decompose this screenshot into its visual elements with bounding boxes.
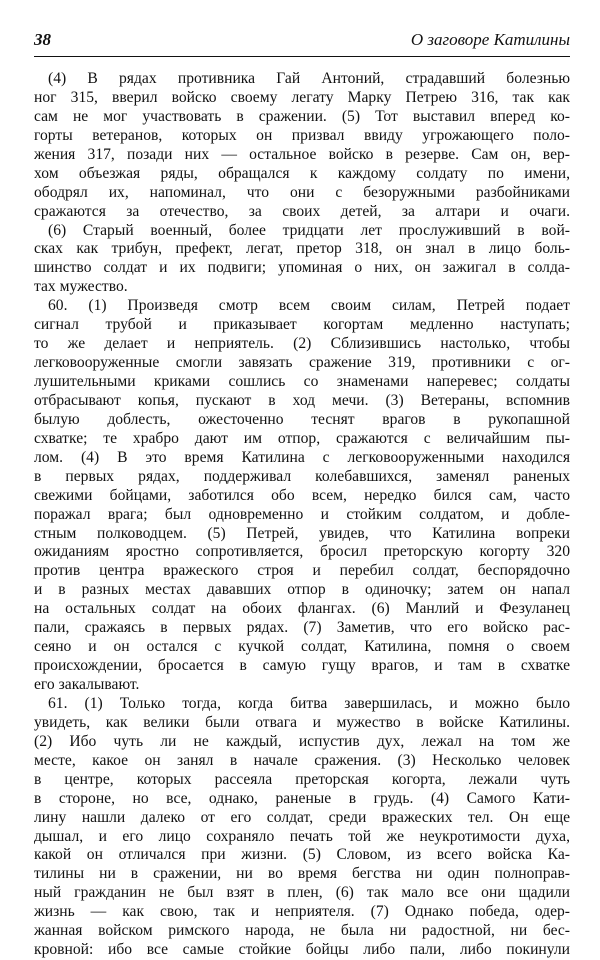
text-line: сам не мог участвовать в сражении. (5) Тот выставил вперед ко- [34,107,570,125]
text-line: горты ветеранов, которых он призвал ввиду угрожающего поло- [34,126,570,144]
text-line: (6) Старый военный, более тридцати лет прослуживший в вой- [48,221,570,239]
text-line: лушительными криками сошлись со знаменами наперевес; солдаты [34,373,570,390]
text-line: былую доблесть, ожесточенно теснят врагов в рукопашной [34,410,570,428]
text-line: хом объезжая ряды, обращался к каждому солдату по имени, [34,164,570,182]
text-line: сках как трибун, префект, легат, претор 318, он знал в лицо боль- [34,240,570,258]
text-line: происхождении, бросается в самую гущу врагов, и там в схватке [34,657,570,675]
text-line: на остальных солдат на обоих флангах. (6) Манлий и Фезуланец [34,600,570,618]
text-line: жения 317, позади них — остальное войско в резерве. Сам он, вер- [34,145,570,163]
header-rule [34,56,570,57]
text-line: сигнал трубой и приказывает когортам медленно наступать; [34,316,570,334]
body-text [34,70,570,960]
text-line: схватке; те храбро дают им отпор, сражаются с величайшим пы- [34,429,570,447]
text-line: сражаются за отечество, за своих детей, за алтари и очаги. [34,202,570,220]
text-line: в стороне, но все, однако, раненые в грудь. (4) Самого Кати- [34,789,570,807]
text-line: лину нашли далеко от его солдат, среди вражеских тел. Он еще [34,808,570,826]
text-line: лом. (4) В это время Катилина с легковооруженными находился [34,448,570,466]
chapter-60-start: 60. (1) Произведя смотр всем своим силам, Петрей подает [48,297,570,315]
text-line: ожиданиям яростно сопротивляется, бросил преторскую когорту 320 [34,543,570,561]
text-line: месте, какое он занял в начале сражения. (3) Несколько человек [34,751,570,769]
text-line: пали, сражаясь в первых рядах. (7) Заметив, что его войско рас- [34,619,570,637]
chapter-61-start: 61. (1) Только тогда, когда битва завершилась, и можно было [48,694,570,712]
text-line: против центра вражеского строя и перебил солдат, беспорядочно [34,562,570,580]
text-line: ободрял их, напоминал, что они с безоружными разбойниками [34,183,570,201]
text-line: (2) Ибо чуть ли не каждый, испустив дух, лежал на том же [34,732,570,750]
text-line: какой он отличался при жизни. (5) Словом, из всего войска Ка- [34,846,570,864]
text-line: дышал, и его лицо сохраняло печать той же неукротимости духа, [34,827,570,845]
text-line: тилины ни в сражении, ни во время бегства ни один полноправ- [34,865,570,883]
text-line: его закалывают. [34,676,140,693]
text-line: ный гражданин не был взят в плен, (6) так мало все они щадили [34,884,570,902]
text-line: и в разных местах дававших отпор в одиночку; затем он напал [34,581,570,599]
text-line: шинство солдат и их подвиги; упоминая о них, он зажигал в солда- [34,259,570,277]
text-line: жизнь — как свою, так и неприятеля. (7) Однако победа, одер- [34,903,570,921]
text-line: поражал врага; был одновременно и стойким солдатом, и добле- [34,505,570,523]
text-line: жанная войском римского народа, не была ни радостной, ни бес- [34,922,570,940]
text-line: (4) В рядах противника Гай Антоний, страдавший болезнью [48,70,570,87]
text-line: сеяно и он остался с кучкой солдат, Катилина, помня о своем [34,638,570,656]
text-line: стным полководцем. (5) Петрей, увидев, что Катилина вопреки [34,524,570,542]
text-line: кровной: ибо все самые стойкие бойцы либо пали, либо покинули [34,941,570,959]
page-header [34,30,570,54]
text-line: в центре, которых рассеяла преторская когорта, лежали чуть [34,770,570,788]
text-line: то же делает и неприятель. (2) Сблизившись настолько, чтобы [34,335,570,353]
text-line: легковооруженные смогли завязать сражение 319, противники с ог- [34,354,570,372]
text-line: тах мужество. [34,278,128,296]
text-line: увидеть, как велики были отвага и мужество в войске Катилины. [34,713,570,731]
running-title: О заговоре Катилины [410,30,570,49]
page-number: 38 [34,30,51,49]
text-line: свежими бойцами, заботился обо всем, нередко бился сам, часто [34,486,570,504]
text-line: ног 315, вверил войско своему легату Марку Петрею 316, так как [34,88,570,106]
text-line: отбрасывают копья, пускают в ход мечи. (3) Ветераны, вспомнив [34,391,570,409]
text-line: в первых рядах, поддерживал колебавшихся, заменял раненых [34,467,570,485]
